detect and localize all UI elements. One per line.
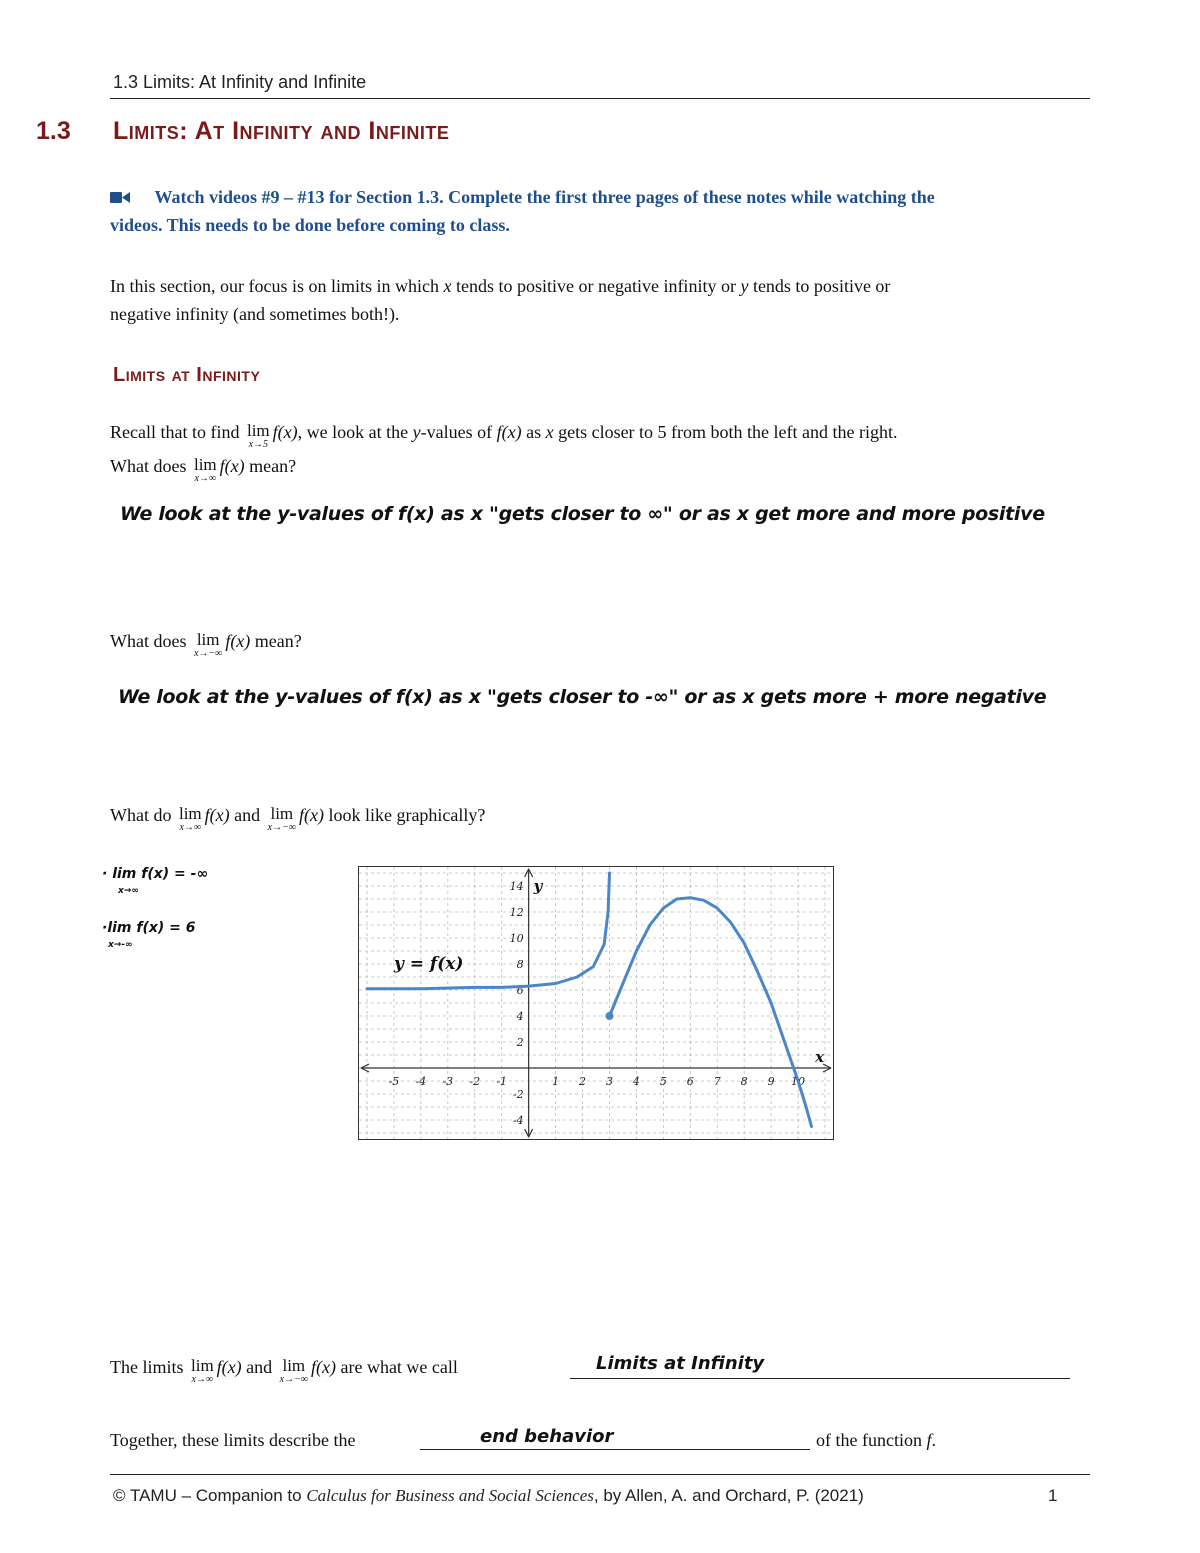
x-tick-label: 2 xyxy=(579,1075,587,1088)
q2-text-a: What does xyxy=(110,631,191,651)
y-tick-label: -4 xyxy=(512,1114,524,1127)
side-note-1-sub: x→∞ xyxy=(118,886,139,896)
intro-text-c: tends to positive or xyxy=(748,276,891,296)
x-tick-label: -1 xyxy=(496,1075,508,1088)
video-note xyxy=(110,184,1100,239)
y-axis-label: y xyxy=(533,877,543,895)
graph-frame xyxy=(358,866,834,1140)
q1-handwritten-answer: We look at the y-values of f(x) as x "gets closer to ∞" or as x get more and more positive xyxy=(120,503,1045,525)
footer-authors: , by Allen, A. and Orchard, P. (2021) xyxy=(593,1486,864,1505)
q3-fx-1: f(x) xyxy=(204,805,230,825)
x-tick-label: -4 xyxy=(415,1075,427,1088)
x-tick-label: -2 xyxy=(469,1075,481,1088)
question-1 xyxy=(110,456,296,484)
intro-var-x: x xyxy=(443,276,452,296)
curve-label: y = f(x) xyxy=(393,954,464,975)
video-note-line2: videos. This needs to be done before coming to class. xyxy=(110,215,510,236)
page-title: Limits: At Infinity and Infinite xyxy=(113,117,450,145)
y-tick-label: 4 xyxy=(516,1010,524,1023)
recall-text-d: as xyxy=(521,422,546,442)
closing-answer: Limits at Infinity xyxy=(596,1353,765,1374)
together-var-f: f xyxy=(926,1430,932,1450)
page-number: 1 xyxy=(1048,1486,1058,1505)
closing-text-a: The limits xyxy=(110,1357,188,1377)
limit-x-to-neg-inf-q3: lim x→−∞ xyxy=(267,804,296,833)
recall-line xyxy=(110,422,1110,450)
together-text-b: of the function xyxy=(816,1430,927,1450)
q3-and: and xyxy=(229,805,265,825)
x-tick-label: -3 xyxy=(442,1075,454,1088)
recall-var-x: x xyxy=(545,422,554,442)
recall-text-e: gets closer to 5 from both the left and the right. xyxy=(553,422,898,442)
y-tick-label: 8 xyxy=(516,958,524,971)
function-curve-2 xyxy=(610,898,812,1127)
q2-text-b: mean? xyxy=(250,631,302,651)
q1-text-a: What does xyxy=(110,456,191,476)
q2-fx: f(x) xyxy=(225,631,251,651)
intro-var-y: y xyxy=(740,276,749,296)
recall-text-b: , we look at the xyxy=(297,422,413,442)
recall-fx: f(x) xyxy=(272,422,298,442)
y-tick-label: 14 xyxy=(509,880,524,893)
together-answer-blank xyxy=(420,1449,810,1450)
together-end xyxy=(816,1430,936,1451)
limit-x-to-5: lim x→5 xyxy=(246,421,270,450)
section-number: 1.3 xyxy=(36,117,71,145)
y-tick-label: 2 xyxy=(516,1036,524,1049)
question-2 xyxy=(110,631,302,659)
intro-paragraph xyxy=(110,272,1100,328)
together-answer: end behavior xyxy=(480,1426,614,1447)
q1-fx: f(x) xyxy=(219,456,245,476)
x-tick-label: 1 xyxy=(552,1075,560,1088)
recall-text-a: Recall that to find xyxy=(110,422,244,442)
x-tick-label: 6 xyxy=(686,1075,694,1088)
recall-fx-2: f(x) xyxy=(496,422,522,442)
footer-rule xyxy=(110,1474,1090,1475)
recall-var-y: y xyxy=(412,422,421,442)
closing-fx-2: f(x) xyxy=(310,1357,336,1377)
closing-fx-1: f(x) xyxy=(216,1357,242,1377)
q3-text-a: What do xyxy=(110,805,176,825)
video-note-line1: Watch videos #9 – #13 for Section 1.3. Complete the first three pages of these notes while watching the xyxy=(154,187,935,207)
y-tick-label: -2 xyxy=(512,1088,524,1101)
function-graph xyxy=(359,867,833,1139)
limit-x-to-neg-inf-closing: lim x→−∞ xyxy=(279,1356,308,1385)
x-tick-label: 8 xyxy=(740,1075,748,1088)
x-tick-label: 7 xyxy=(713,1075,721,1088)
x-tick-label: 5 xyxy=(659,1075,667,1088)
x-tick-label: 10 xyxy=(791,1075,806,1088)
limit-x-to-inf-closing: lim x→∞ xyxy=(191,1356,214,1385)
running-header: 1.3 Limits: At Infinity and Infinite xyxy=(113,72,367,92)
intro-text-line2: negative infinity (and sometimes both!). xyxy=(110,304,400,324)
x-tick-label: 3 xyxy=(605,1075,613,1088)
together-period: . xyxy=(931,1430,936,1450)
q1-text-b: mean? xyxy=(244,456,297,476)
closing-text-b: are what we call xyxy=(335,1357,458,1377)
x-tick-label: 9 xyxy=(767,1075,775,1088)
closed-endpoint xyxy=(605,1012,613,1020)
together-line: Together, these limits describe the xyxy=(110,1430,356,1450)
side-note-1: · lim f(x) = -∞ xyxy=(102,866,209,882)
intro-text-a: In this section, our focus is on limits in which xyxy=(110,276,444,296)
closing-and: and xyxy=(241,1357,277,1377)
x-axis-label: x xyxy=(815,1048,825,1066)
section-heading: Limits at Infinity xyxy=(113,364,261,386)
closing-line xyxy=(110,1357,458,1385)
question-3 xyxy=(110,805,485,833)
y-tick-label: 6 xyxy=(516,984,524,997)
q3-text-b: look like graphically? xyxy=(323,805,486,825)
q2-handwritten-answer: We look at the y-values of f(x) as x "gets closer to -∞" or as x gets more + more negative xyxy=(118,686,1047,708)
footer-book-title: Calculus for Business and Social Sciences xyxy=(306,1486,594,1505)
intro-text-b: tends to positive or negative infinity or xyxy=(451,276,741,296)
side-note-2-sub: x→-∞ xyxy=(108,940,133,950)
video-camera-icon xyxy=(110,185,132,212)
y-tick-label: 10 xyxy=(509,932,524,945)
recall-text-c: -values of xyxy=(420,422,497,442)
x-tick-label: -5 xyxy=(388,1075,400,1088)
footer-copyright: © TAMU – Companion to xyxy=(113,1486,307,1505)
footer-text xyxy=(113,1486,864,1506)
y-tick-label: 12 xyxy=(509,906,524,919)
q3-fx-2: f(x) xyxy=(298,805,324,825)
side-note-2: ·lim f(x) = 6 xyxy=(102,920,196,936)
limit-x-to-inf: lim x→∞ xyxy=(193,455,217,484)
x-tick-label: 4 xyxy=(632,1075,640,1088)
header-rule xyxy=(110,98,1090,99)
limit-x-to-neg-inf: lim x→−∞ xyxy=(193,630,223,659)
closing-answer-blank xyxy=(570,1378,1070,1379)
limit-x-to-inf-q3: lim x→∞ xyxy=(178,804,202,833)
